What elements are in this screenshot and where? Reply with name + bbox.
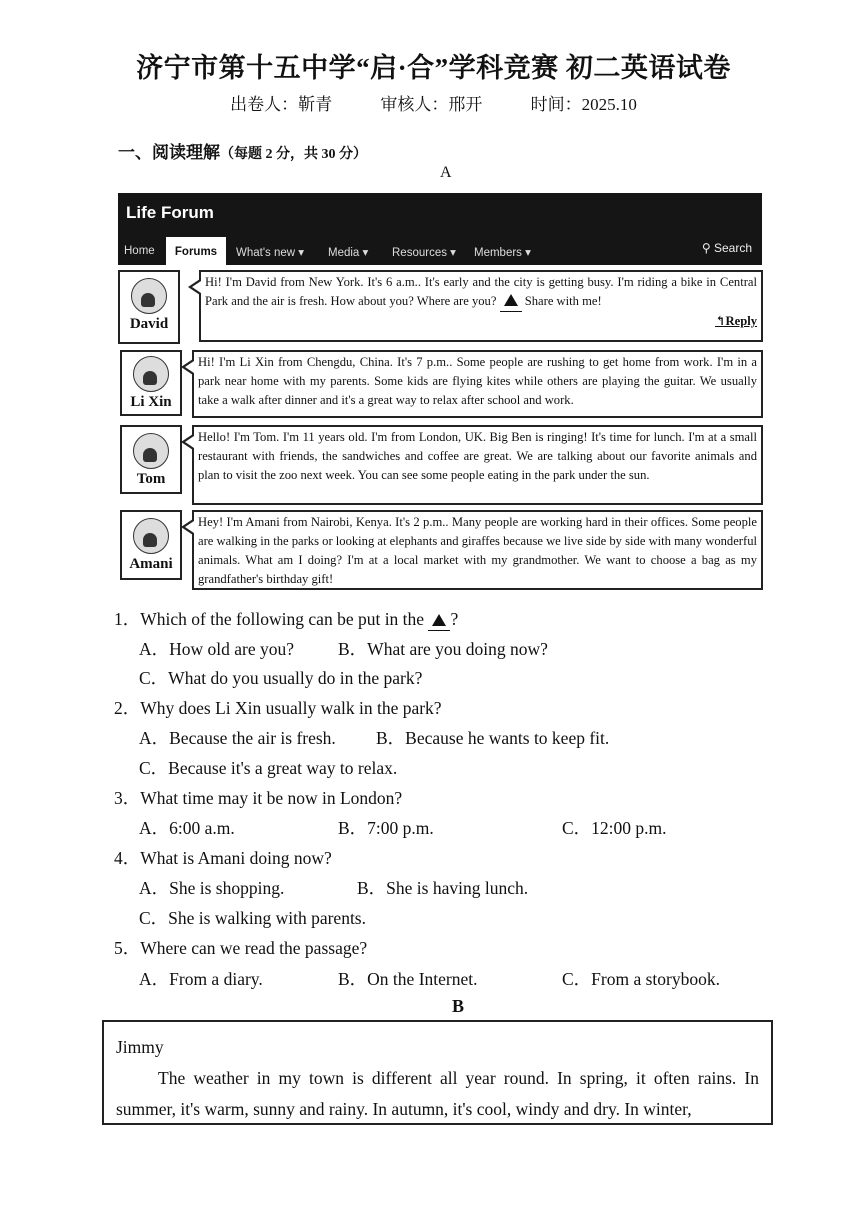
forum-nav (118, 237, 762, 265)
q3-option-b: B．7:00 p.m. (338, 818, 434, 838)
q1-option-a: A．How old are you? (139, 639, 295, 659)
reply-icon: ↰ (714, 314, 726, 328)
avatar-david (118, 270, 180, 344)
reply-link[interactable]: ↰Reply (714, 314, 757, 328)
answer-blank (428, 609, 450, 631)
nav-home[interactable]: Home (124, 245, 155, 257)
person-icon (131, 278, 167, 314)
post-amani: Hey! I'm Amani from Nairobi, Kenya. It's 2 p.m.. Many people are working hard in their offices. Some people are walking in the parks or looking at elephants and giraffes because we live side by side with many wonderful animals. What am I doing? I'm at a local market with my grandmother. We want to choose a bag as my grandfather's birthday gift! (192, 510, 763, 590)
question-3: 3．What time may it be now in London? (114, 788, 403, 808)
answer-blank (500, 292, 522, 312)
avatar-lixin (120, 350, 182, 416)
q4-option-b: B．She is having lunch. (357, 878, 529, 898)
search-icon: ⚲ (701, 241, 711, 255)
forum-search[interactable]: ⚲ Search (701, 241, 752, 255)
person-icon (133, 433, 169, 469)
q2-option-c: C．Because it's a great way to relax. (139, 758, 398, 778)
person-icon (133, 518, 169, 554)
person-icon (133, 356, 169, 392)
q4-option-c: C．She is walking with parents. (139, 908, 366, 928)
nav-whats-new[interactable]: What's new ▾ (236, 247, 305, 259)
nav-media[interactable]: Media ▾ (328, 247, 369, 259)
nav-resources[interactable]: Resources ▾ (392, 247, 456, 259)
forum-title: Life Forum (126, 203, 214, 222)
triangle-icon (504, 294, 518, 306)
nav-forums[interactable]: Forums (166, 237, 226, 265)
q3-option-a: A．6:00 a.m. (139, 818, 235, 838)
post-tom: Hello! I'm Tom. I'm 11 years old. I'm from London, UK. Big Ben is ringing! It's time for lunch. I'm at a small restaurant with friends, the sandwiches and coffee are great. We are talking about our favorite animals and plan to visit the zoo next week. You can see some people eating in the park under the sun. (192, 425, 763, 505)
section-heading (118, 138, 367, 163)
question-1: 1．Which of the following can be put in the ? (114, 609, 459, 629)
q2-option-b: B．Because he wants to keep fit. (376, 728, 610, 748)
passage-b-text: The weather in my town is different all year round. In spring, it often rains. In summer, it's warm, sunny and rainy. In autumn, it's cool, windy and dry. In winter, (116, 1068, 759, 1119)
question-5: 5．Where can we read the passage? (114, 938, 368, 958)
section-title: 一、阅读理解 (118, 143, 220, 162)
avatar-amani (120, 510, 182, 580)
exam-reviewer: 审核人：邢开 (380, 95, 483, 114)
passage-b-label: B (452, 996, 465, 1016)
exam-time: 时间：2025.10 (530, 95, 637, 114)
exam-meta (0, 90, 867, 115)
q5-option-a: A．From a diary. (139, 969, 263, 989)
passage-b-name: Jimmy (116, 1037, 164, 1057)
poster-name: Li Xin (130, 394, 172, 410)
q1-option-b: B．What are you doing now? (338, 639, 548, 659)
exam-author: 出卷人：靳青 (230, 95, 333, 114)
q5-option-c: C．From a storybook. (562, 969, 720, 989)
forum-banner (118, 193, 762, 265)
q3-option-c: C．12:00 p.m. (562, 818, 667, 838)
poster-name: Amani (129, 556, 173, 572)
q5-option-b: B．On the Internet. (338, 969, 478, 989)
exam-title: 济宁市第十五中学“启·合”学科竞赛 初二英语试卷 (136, 53, 731, 83)
nav-members[interactable]: Members ▾ (474, 247, 531, 259)
passage-b-box (102, 1020, 773, 1125)
post-david: Hi! I'm David from New York. It's 6 a.m.. It's early and the city is getting busy. I'm riding a bike in Central Park and the air is fresh. How about you? Where are you? Share with me! ↰Reply (199, 270, 763, 342)
triangle-icon (432, 614, 446, 626)
poster-name: Tom (136, 471, 166, 487)
q4-option-a: A．She is shopping. (139, 878, 285, 898)
passage-a-label: A (440, 164, 452, 181)
question-4: 4．What is Amani doing now? (114, 848, 332, 868)
section-scoring: （每题 2 分，共 30 分） (220, 147, 367, 162)
avatar-tom (120, 425, 182, 494)
question-2: 2．Why does Li Xin usually walk in the park? (114, 698, 442, 718)
q2-option-a: A．Because the air is fresh. (139, 728, 336, 748)
poster-name: David (129, 316, 169, 332)
post-lixin: Hi! I'm Li Xin from Chengdu, China. It's 7 p.m.. Some people are rushing to get home from work. I'm in a park near home with my parents. Some kids are flying kites while others are playing the guitar. We usually take a walk after dinner and it's a great way to relax after school and work. (192, 350, 763, 418)
q1-option-c: C．What do you usually do in the park? (139, 668, 423, 688)
